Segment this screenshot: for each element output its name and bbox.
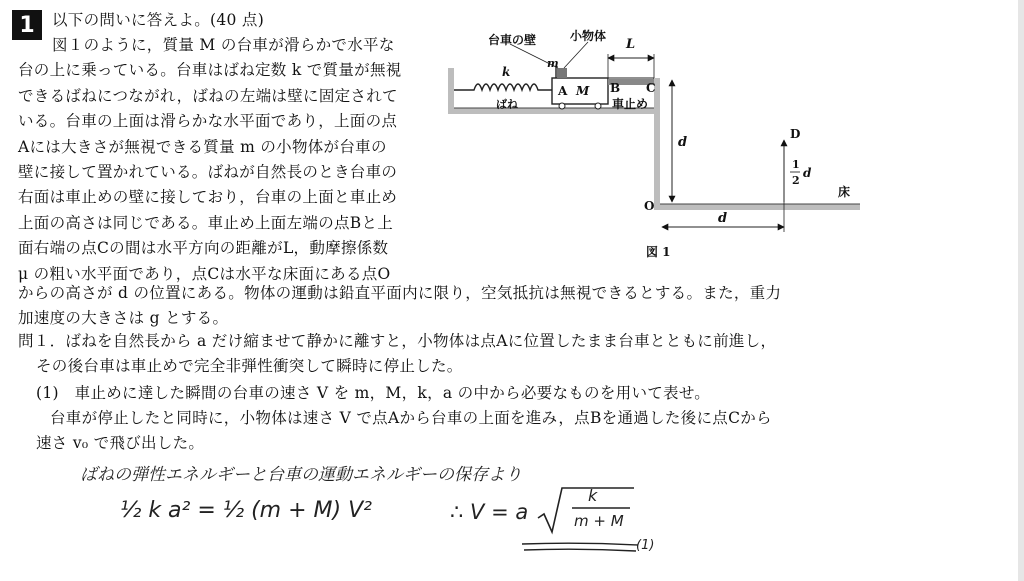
handwritten-equation: ½ k a² = ½ (m + M) V² — [120, 498, 372, 523]
label-O: O — [644, 199, 655, 213]
label-m: m — [547, 57, 559, 70]
problem-line: 右面は車止めの壁に接しており，台車の上面と車止め — [18, 188, 398, 207]
problem-line: 図１のように，質量 M の台車が滑らかで水平な — [52, 36, 395, 54]
label-k: k — [502, 65, 511, 79]
problem-line: 面右端の点Cの間は水平方向の距離がL，動摩擦係数 — [18, 239, 389, 258]
q1-line1: 問１．ばねを自然長から a だけ縮ませて静かに離すと，小物体は点Aに位置したまま台車とともに前進し， — [18, 332, 777, 350]
answer-tag: (1) — [636, 538, 655, 553]
q1-sub1: (1) 車止めに達した瞬間の台車の速さ V を m，M，k，a の中から必要なものを用いて表せ。 — [36, 384, 710, 402]
q1-line2: その後台車は車止めで完全非弾性衝突して瞬時に停止した。 — [36, 357, 463, 375]
floor — [660, 204, 860, 210]
problem-line: μ の粗い水平面であり，点Cは水平な床面にある点O — [18, 264, 391, 283]
problem-line: 加速度の大きさは g とする。 — [18, 309, 229, 327]
q1-cont2: 速さ v₀ で飛び出した。 — [36, 434, 205, 452]
problem-line: からの高さが d の位置にある。物体の運動は鉛直平面内に限り，空気抵抗は無視できるとする。また，重力 — [18, 284, 782, 302]
label-B: B — [610, 81, 621, 95]
problem-line: できるばねにつながれ，ばねの左端は壁に固定されて — [18, 86, 398, 105]
problem-header: 以下の問いに答えよ。(40 点) — [52, 11, 265, 29]
problem-line: 上面の高さは同じである。車止め上面左端の点Bと上 — [18, 213, 394, 232]
label-stopper: 車止め — [612, 97, 649, 111]
cart-wheel-left — [559, 103, 565, 109]
sqrt-denominator: m + M — [574, 512, 624, 530]
label-spring: ばね — [496, 98, 518, 111]
figure-caption: 図 1 — [646, 245, 671, 259]
label-A: A — [558, 84, 568, 98]
label-d-horizontal: d — [718, 211, 728, 226]
left-wall — [448, 68, 454, 114]
problem-line: 台の上に乗っている。台車はばね定数 k で質量が無視 — [18, 61, 402, 80]
label-half-d: d — [803, 166, 812, 180]
problem-line: 壁に接して置かれている。ばねが自然長のとき台車の — [18, 163, 398, 181]
label-small-object: 小物体 — [570, 29, 607, 43]
label-d-vertical: d — [678, 135, 688, 150]
label-floor: 床 — [838, 185, 851, 199]
handwritten-note: ばねの弾性エネルギーと台車の運動エネルギーの保存より — [80, 465, 522, 485]
label-M: M — [576, 84, 590, 98]
problem-line: Aには大きさが無視できる質量 m の小物体が台車の — [18, 137, 387, 156]
cart-wheel-right — [595, 103, 601, 109]
cliff-wall — [654, 78, 660, 210]
spring — [454, 84, 552, 90]
problem-line: いる。台車の上面は滑らかな水平面であり，上面の点 — [18, 112, 398, 131]
label-half-num: 1 — [792, 158, 800, 171]
figure-1 — [440, 22, 880, 262]
label-L: L — [626, 37, 636, 52]
problem-number-badge: 1 — [12, 10, 42, 40]
sqrt-numerator: k — [588, 486, 598, 505]
handwritten-therefore: ∴ V = a — [450, 500, 529, 524]
q1-cont1: 台車が停止したと同時に，小物体は速さ V で点Aから台車の上面を進み，点Bを通過した後に点Cから — [50, 409, 772, 427]
label-C: C — [646, 81, 656, 95]
answer-underline — [520, 540, 640, 554]
label-cart-wall: 台車の壁 — [488, 33, 537, 47]
label-D: D — [790, 127, 801, 141]
label-half-den: 2 — [792, 174, 800, 187]
